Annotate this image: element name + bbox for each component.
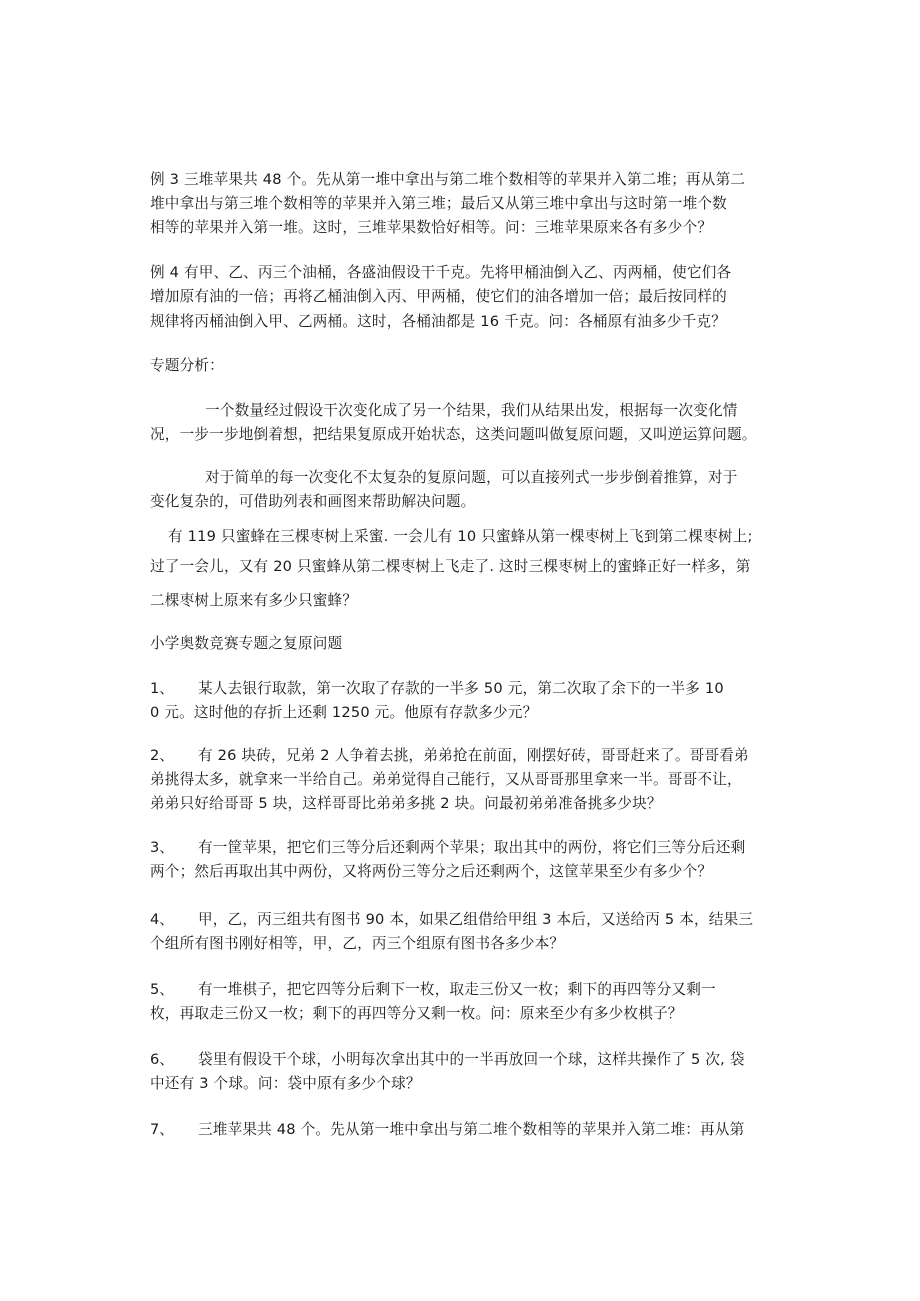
section-title: 小学奥数竞赛专题之复原问题 bbox=[150, 635, 343, 652]
bees-line-3: 二棵枣树上原来有多少只蜜蜂？ bbox=[150, 592, 358, 609]
problem-4-line-2: 个组所有图书刚好相等，甲，乙，丙三个组原有图书各多少本？ bbox=[150, 935, 565, 952]
problem-6-number: 6、 bbox=[150, 1051, 174, 1068]
analysis-para-2-line-1: 对于简单的每一次变化不太复杂的复原问题，可以直接列式一步步倒着推算，对于 bbox=[205, 469, 738, 486]
analysis-para-2-line-2: 变化复杂的，可借助列表和画图来帮助解决问题。 bbox=[150, 493, 476, 510]
problem-4-number: 4、 bbox=[150, 911, 174, 928]
analysis-title: 专题分析： bbox=[150, 357, 224, 374]
bees-line-1: 有 119 只蜜蜂在三棵枣树上采蜜. 一会儿有 10 只蜜蜂从第一棵枣树上飞到第二棵枣树上; bbox=[168, 528, 753, 545]
bees-line-2: 过了一会儿，又有 20 只蜜蜂从第二棵枣树上飞走了. 这时三棵枣树上的蜜蜂正好一样多，第 bbox=[150, 558, 751, 575]
problem-6-line-2: 中还有 3 个球。问：袋中原有多少个球？ bbox=[150, 1075, 421, 1092]
problem-5-line-2: 枚，再取走三份又一枚；剩下的再四等分又剩一枚。问：原来至少有多少枚棋子？ bbox=[150, 1005, 683, 1022]
problem-7-number: 7、 bbox=[150, 1121, 174, 1138]
example-4-line-2: 增加原有油的一倍；再将乙桶油倒入丙、甲两桶，使它们的油各增加一倍；最后按同样的 bbox=[150, 288, 727, 305]
problem-2-line-3: 弟弟只好给哥哥 5 块，这样哥哥比弟弟多挑 2 块。问最初弟弟准备挑多少块？ bbox=[150, 795, 662, 812]
problem-5-line-1: 有一堆棋子，把它四等分后剩下一枚，取走三份又一枚；剩下的再四等分又剩一 bbox=[198, 981, 716, 998]
example-3-line-1: 例 3 三堆苹果共 48 个。先从第一堆中拿出与第二堆个数相等的苹果并入第二堆；再从第二 bbox=[150, 171, 746, 188]
problem-1-line-2: 0 元。这时他的存折上还剩 1250 元。他原有存款多少元？ bbox=[150, 704, 538, 721]
problem-3-number: 3、 bbox=[150, 839, 174, 856]
example-3-line-2: 堆中拿出与第三堆个数相等的苹果并入第三堆；最后又从第三堆中拿出与这时第一堆个数 bbox=[150, 195, 727, 212]
example-4-line-1: 例 4 有甲、乙、丙三个油桶，各盛油假设干千克。先将甲桶油倒入乙、丙两桶，使它们各 bbox=[150, 264, 732, 281]
problem-1-line-1: 某人去银行取款，第一次取了存款的一半多 50 元，第二次取了余下的一半多 10 bbox=[198, 680, 724, 697]
problem-1-number: 1、 bbox=[150, 680, 174, 697]
problem-7-line-1: 三堆苹果共 48 个。先从第一堆中拿出与第二堆个数相等的苹果并入第二堆：再从第 bbox=[198, 1121, 745, 1138]
example-4-line-3: 规律将丙桶油倒入甲、乙两桶。这时，各桶油都是 16 千克。问：各桶原有油多少千克？ bbox=[150, 313, 727, 330]
problem-2-line-2: 弟挑得太多，就拿来一半给自己。弟弟觉得自己能行，又从哥哥那里拿来一半。哥哥不让， bbox=[150, 771, 742, 788]
problem-6-line-1: 袋里有假设干个球，小明每次拿出其中的一半再放回一个球，这样共操作了 5 次, 袋 bbox=[198, 1051, 745, 1068]
problem-2-line-1: 有 26 块砖，兄弟 2 人争着去挑，弟弟抢在前面，刚摆好砖，哥哥赶来了。哥哥看弟 bbox=[198, 747, 749, 764]
problem-5-number: 5、 bbox=[150, 981, 174, 998]
problem-3-line-2: 两个；然后再取出其中两份，又将两份三等分之后还剩两个，这筐苹果至少有多少个？ bbox=[150, 863, 713, 880]
example-3-line-3: 相等的苹果并入第一堆。这时，三堆苹果数恰好相等。问：三堆苹果原来各有多少个？ bbox=[150, 219, 713, 236]
analysis-para-1-line-1: 一个数量经过假设干次变化成了另一个结果，我们从结果出发，根据每一次变化情 bbox=[205, 402, 738, 419]
problem-2-number: 2、 bbox=[150, 747, 174, 764]
analysis-para-1-line-2: 况，一步一步地倒着想，把结果复原成开始状态，这类问题叫做复原问题，又叫逆运算问题。 bbox=[150, 426, 757, 443]
problem-4-line-1: 甲，乙，丙三组共有图书 90 本，如果乙组借给甲组 3 本后，又送给丙 5 本，结果三 bbox=[198, 911, 754, 928]
problem-3-line-1: 有一筐苹果，把它们三等分后还剩两个苹果；取出其中的两份，将它们三等分后还剩 bbox=[198, 839, 746, 856]
